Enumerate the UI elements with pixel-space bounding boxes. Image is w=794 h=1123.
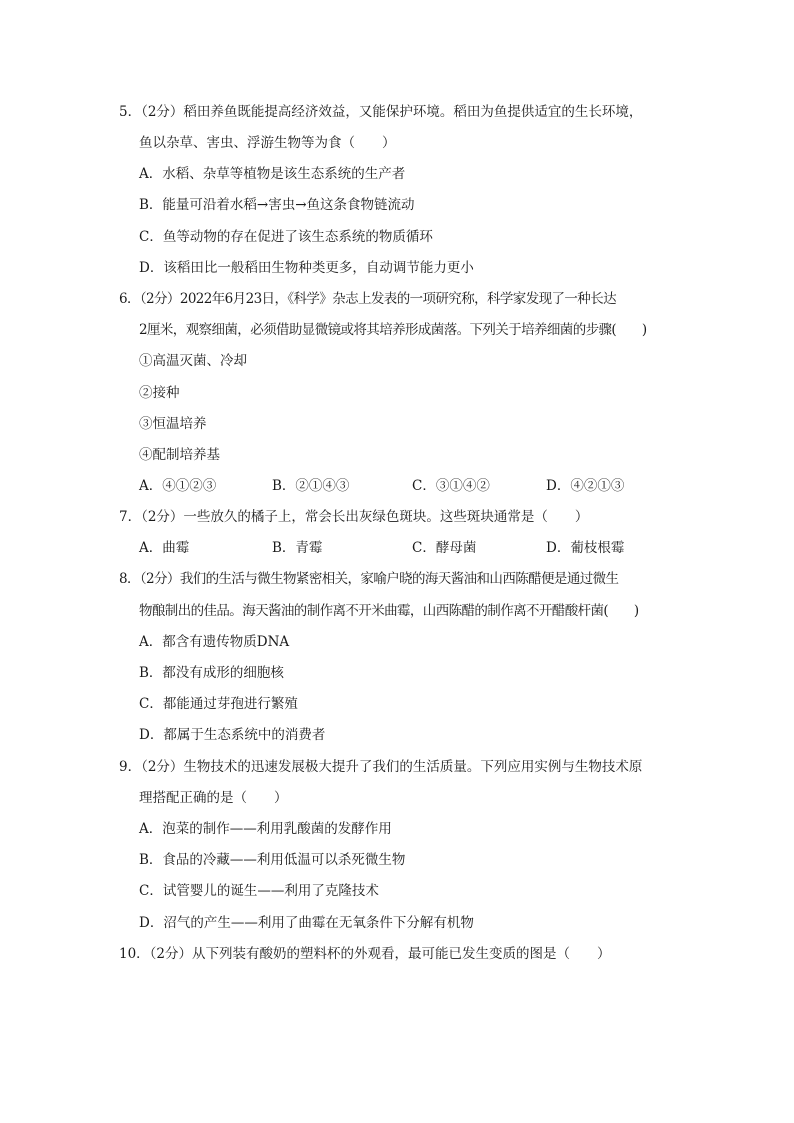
question-6-step-3: ③恒温培养: [139, 416, 207, 432]
question-5-option-c: C．鱼等动物的存在促进了该生态系统的物质循环: [139, 229, 433, 245]
question-5-option-a: A．水稻、杂草等植物是该生态系统的生产者: [139, 166, 406, 182]
question-7-text: 7．（2分）一些放久的橘子上，常会长出灰绿色斑块。这些斑块通常是（ ）: [119, 509, 589, 525]
question-10-text: 10．（2分）从下列装有酸奶的塑料杯的外观看，最可能已发生变质的图是（ ）: [119, 946, 611, 962]
question-7-option-a: A．曲霉: [139, 540, 190, 556]
question-6-step-4: ④配制培养基: [139, 447, 220, 463]
question-5-text: 5．（2分）稻田养鱼既能提高经济效益，又能保护环境。稻田为鱼提供适宜的生长环境，: [119, 104, 643, 120]
question-6-text-cont: 2厘米，观察细菌，必须借助显微镜或将其培养形成菌落。下列关于培养细菌的步骤( ): [139, 322, 647, 338]
question-7-option-d: D．葡枝根霉: [546, 540, 625, 556]
question-9-option-b: B．食品的冷藏——利用低温可以杀死微生物: [139, 852, 406, 868]
question-9-option-d: D．沼气的产生——利用了曲霉在无氧条件下分解有机物: [139, 915, 474, 931]
question-5-option-b: B．能量可沿着水稻→害虫→鱼这条食物链流动: [139, 197, 415, 213]
question-8-option-d: D．都属于生态系统中的消费者: [139, 727, 326, 743]
question-8-option-b: B．都没有成形的细胞核: [139, 665, 284, 681]
question-8-text: 8．（2分）我们的生活与微生物紧密相关，家喻户晓的海天酱油和山西陈醋便是通过微生: [119, 571, 619, 587]
question-9-option-c: C．试管婴儿的诞生——利用了克隆技术: [139, 883, 379, 899]
question-6-option-a: A．④①②③: [139, 478, 217, 494]
question-6-option-c: C．③①④②: [412, 478, 490, 494]
question-8-option-c: C．都能通过芽孢进行繁殖: [139, 696, 298, 712]
question-9-option-a: A．泡菜的制作——利用乳酸菌的发酵作用: [139, 821, 392, 837]
question-9-text: 9．（2分）生物技术的迅速发展极大提升了我们的生活质量。下列应用实例与生物技术原: [119, 759, 643, 775]
question-6-option-d: D．④②①③: [546, 478, 625, 494]
question-8-text-cont: 物酿制出的佳品。海天酱油的制作离不开米曲霉，山西陈醋的制作离不开醋酸杆菌( ): [139, 603, 639, 619]
question-5-option-d: D．该稻田比一般稻田生物种类更多，自动调节能力更小: [139, 260, 474, 276]
question-5-text-cont: 鱼以杂草、害虫、浮游生物等为食（ ）: [139, 135, 396, 151]
question-6-option-b: B．②①④③: [272, 478, 350, 494]
question-6-step-1: ①高温灭菌、冷却: [139, 353, 247, 369]
question-8-option-a: A．都含有遗传物质DNA: [139, 634, 290, 650]
question-7-option-c: C．酵母菌: [412, 540, 477, 556]
question-9-text-cont: 理搭配正确的是（ ）: [139, 790, 288, 806]
question-6-step-2: ②接种: [139, 385, 180, 401]
question-6-text: 6．（2分）2022年6月23日，《科学》杂志上发表的一项研究称，科学家发现了一种长达: [119, 291, 617, 307]
question-7-option-b: B．青霉: [272, 540, 323, 556]
